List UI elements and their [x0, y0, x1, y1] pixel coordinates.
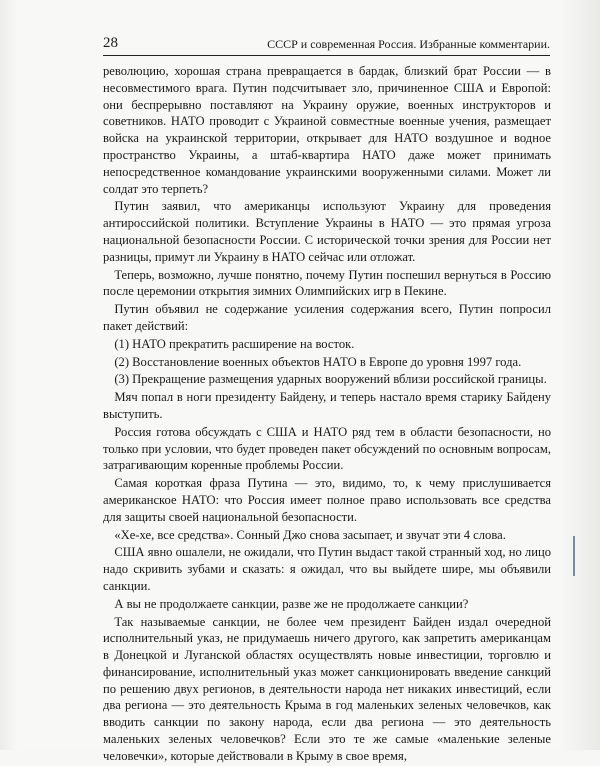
paragraph: Россия готова обсуждать с США и НАТО ряд тем в области безопасности, но только при условии, что будет проведен пакет обсуждений по основным вопросам, затрагивающим коренные проблемы России.: [103, 424, 551, 473]
paragraph: Так называемые санкции, не более чем президент Байден издал очередной исполнительный указ, не придумаешь ничего другого, как запретить американцам в Донецкой и Луганской областях осуществлять новые инвестиции, торговлю и финансирование, исполнительный указ может санкционировать введение санкций по решению двух регионов, в деятельности народа нет никаких инвестиций, если два региона — это деятельность Крыма в год маленьких зеленых человечков, как вводить санкции по закону народа, если два региона — это деятельность маленьких зеленых человечков? Если это те же самые «маленькие зеленые человечки», которые действовали в Крыму в свое время,: [103, 614, 551, 763]
paragraph: Теперь, возможно, лучше понятно, почему Путин поспешил вернуться в Россию после церемонии открытия зимних Олимпийских игр в Пекине.: [103, 267, 551, 299]
paragraph: Мяч попал в ноги президенту Байдену, и теперь настало время старику Байдену выступить.: [103, 390, 551, 421]
list-item: (3) Прекращение размещения ударных вооружений вблизи российской границы.: [114, 372, 547, 387]
paragraph: Путин объявил не содержание усиления содержания всего, Путин попросил пакет действий:: [103, 302, 551, 333]
paragraph: «Хе-хе, все средства». Сонный Джо снова засыпает, и звучат эти 4 слова.: [114, 527, 506, 542]
paragraph: Самая короткая фраза Путина — это, видимо, то, к чему прислушивается американское НАТО: что Россия имеет полное право использовать все средства для защиты своей национальной безопасности.: [103, 476, 551, 524]
paragraph: Путин заявил, что американцы используют Украину для проведения антироссийской политики. Вступление Украины в НАТО — это прямая угроза национальной безопасности России. С исторической точки зрения для России нет разницы, примут ли Украину в НАТО сейчас или отложат.: [103, 199, 551, 264]
page-number: 28: [103, 35, 118, 51]
paragraph: США явно ошалели, не ожидали, что Путин выдаст такой странный ход, но лицо надо скривить зубами и сказать: я ожидал, что вы выйдете шире, мы объявили санкции.: [103, 545, 551, 593]
running-title: СССР и современная Россия. Избранные комментарии.: [267, 37, 550, 51]
paragraph: революцию, хорошая страна превращается в бардак, близкий брат России — в несовместимого врага. Путин подсчитывает зло, причиненное США и Европой: они беспрерывно поставляют на Украину оружие, военных инструкторов и советников. НАТО проводит с Украиной совместные военные учения, размещает войска на украинской территории, открывает для НАТО воздушное и водное пространство Украины, а штаб-квартира НАТО даже может принимать непосредственное командование украинскими вооруженными силами. Может ли солдат это терпеть?: [103, 64, 551, 196]
list-item: (2) Восстановление военных объектов НАТО в Европе до уровня 1997 года.: [114, 354, 522, 369]
paragraph: А вы не продолжаете санкции, разве же не продолжаете санкции?: [114, 596, 469, 611]
body-text: [103, 63, 551, 766]
page-edge-mark: [573, 536, 575, 576]
list-item: (1) НАТО прекратить расширение на восток.: [114, 336, 355, 351]
page-header: [103, 33, 550, 56]
